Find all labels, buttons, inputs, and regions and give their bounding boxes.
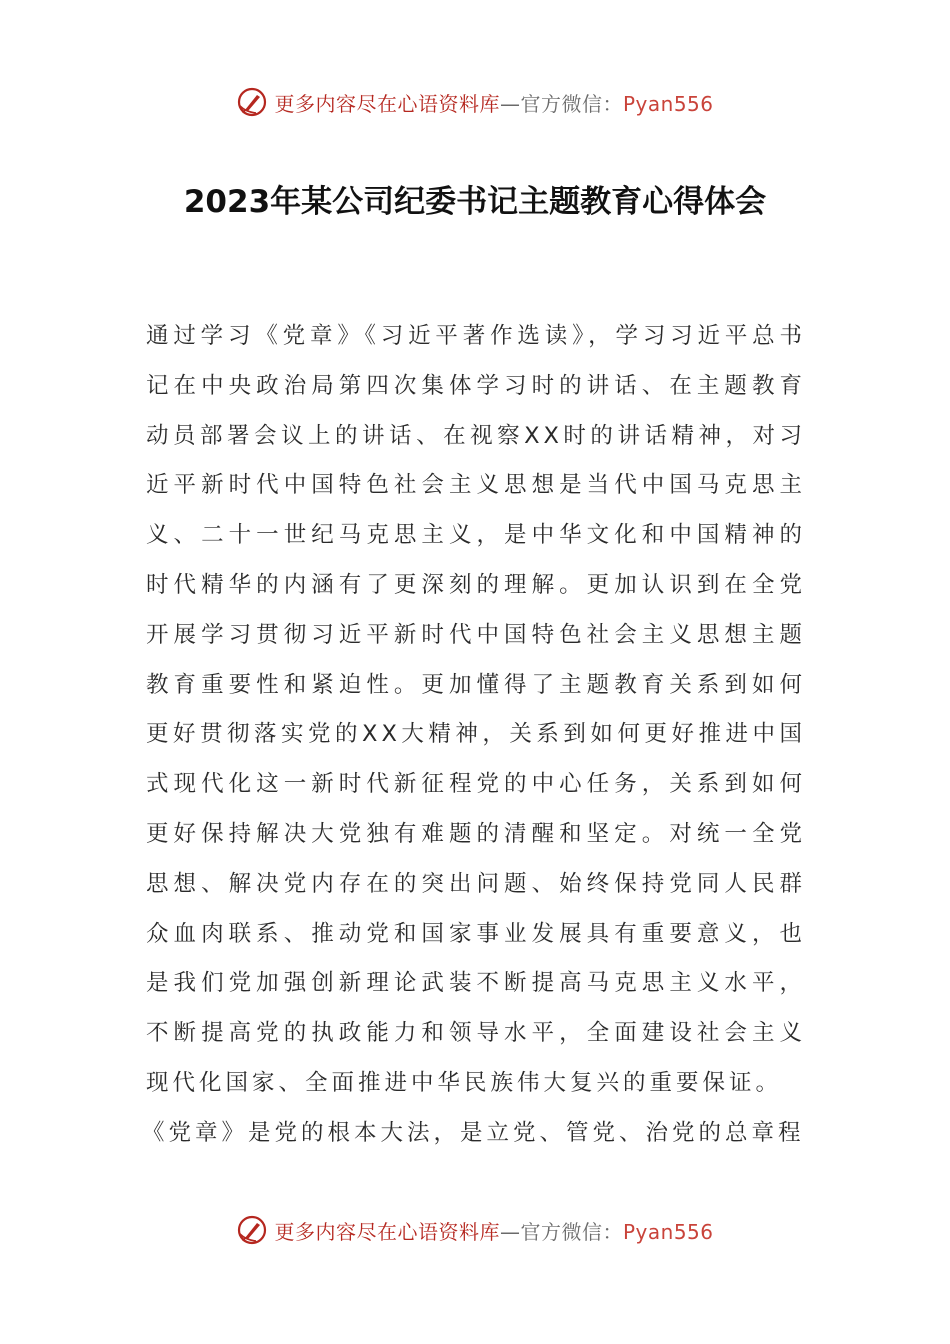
header-banner-text bbox=[274, 88, 713, 117]
page-title: 2023年某公司纪委书记主题教育心得体会 bbox=[183, 184, 767, 220]
document-body bbox=[142, 312, 806, 1159]
footer-banner-text bbox=[274, 1216, 713, 1245]
footer-banner bbox=[0, 1210, 950, 1250]
footer-banner-library: 更多内容尽在心语资料库 bbox=[274, 1219, 500, 1244]
footer-banner-wechat-id: Pyan556 bbox=[622, 1219, 714, 1244]
quill-pen-logo-icon bbox=[236, 86, 268, 118]
paragraph-1: 通过学习《党章》《习近平著作选读》，学习习近平总书记在中央政治局第四次集体学习时的讲话、在主题教育动员部署会议上的讲话、在视察XX时的讲话精神，对习近平新时代中国特色社会主义思想是当代中国马克思主义、二十一世纪马克思主义，是中华文化和中国精神的时代精华的内涵有了更深刻的理解。更加认识到在全党开展学习贯彻习近平新时代中国特色社会主义思想主题教育重要性和紧迫性。更加懂得了主题教育关系到如何更好贯彻落实党的XX大精神，关系到如何更好推进中国式现代化这一新时代新征程党的中心任务，关系到如何更好保持解决大党独有难题的清醒和坚定。对统一全党思想、解决党内存在的突出问题、始终保持党同人民群众血肉联系、推动党和国家事业发展具有重要意义，也是我们党加强创新理论武装不断提高马克思主义水平，不断提高党的执政能力和领导水平，全面建设社会主义现代化国家、全面推进中华民族伟大复兴的重要保证。 bbox=[146, 323, 806, 1096]
header-banner-library: 更多内容尽在心语资料库 bbox=[274, 91, 500, 116]
header-banner-wechat-id: Pyan556 bbox=[622, 91, 714, 116]
header-banner-wechat-label: —官方微信： bbox=[499, 91, 623, 116]
paragraph-2: 《党章》是党的根本大法，是立党、管党、治党的总章程 bbox=[142, 1119, 805, 1146]
quill-pen-logo-icon bbox=[236, 1214, 268, 1246]
header-banner bbox=[0, 82, 950, 122]
footer-banner-wechat-label: —官方微信： bbox=[499, 1219, 623, 1244]
